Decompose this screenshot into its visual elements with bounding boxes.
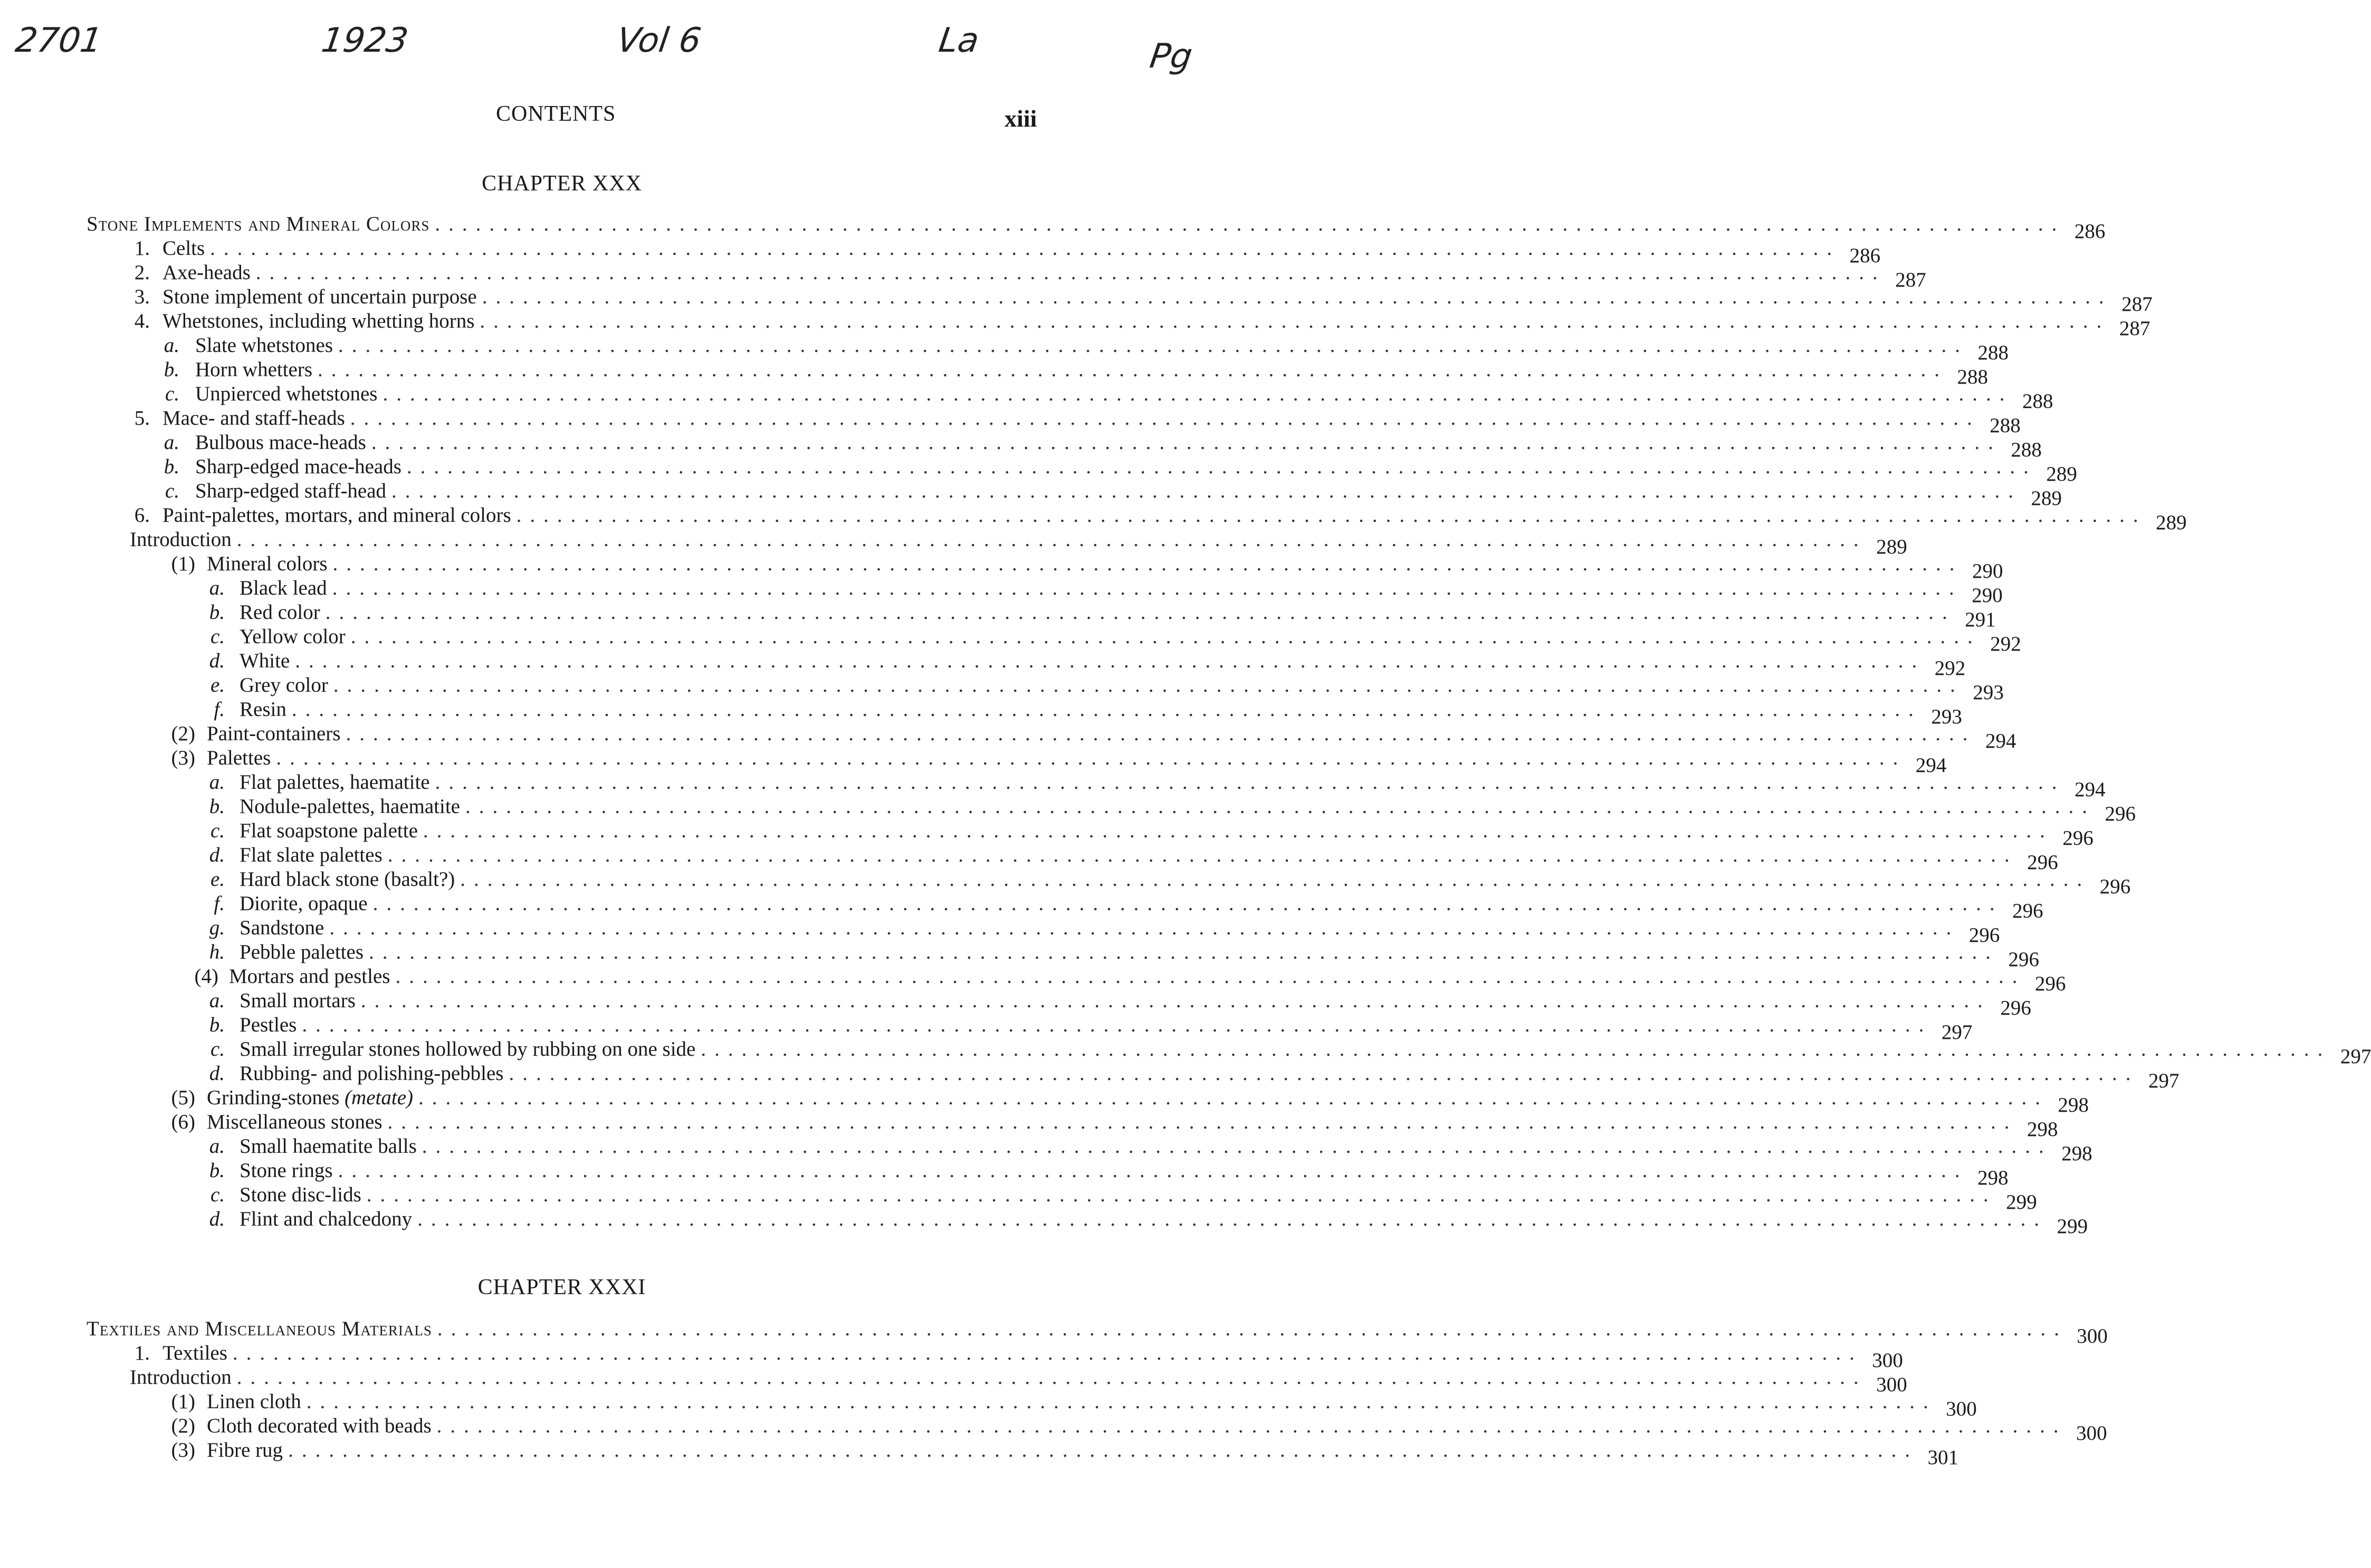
toc-entry-title: Pebble palettes [240, 940, 369, 964]
chapter-heading: CHAPTER XXXI [477, 1275, 646, 1299]
toc-entry [0, 1183, 2037, 1213]
toc-entry-title: Introduction [130, 1365, 237, 1390]
toc-entry-title: Resin [240, 697, 292, 722]
toc-entry [0, 1414, 2107, 1445]
toc-entry [0, 431, 2042, 461]
toc-entry-label: (3) [171, 747, 195, 769]
toc-entry [0, 722, 2016, 752]
toc-entry-title: Flat palettes, haematite [240, 770, 435, 795]
dot-leader: ........................................................................................................................ [350, 407, 1981, 429]
toc-entry-label: c. [165, 383, 179, 405]
toc-entry-title: Horn whetters [195, 358, 318, 382]
toc-entry-page: 287 [2121, 293, 2153, 315]
toc-entry-page: 294 [2074, 778, 2106, 801]
toc-entry-page: 287 [1895, 269, 1926, 291]
toc-entry-page: 301 [1927, 1446, 1959, 1469]
toc-entry-label: a. [209, 771, 225, 793]
toc-entry [0, 673, 2004, 704]
dot-leader: ........................................................................................................................ [480, 310, 2110, 332]
dot-leader: ........................................................................................................................ [422, 1135, 2052, 1158]
handwritten-note-year: 1923 [319, 21, 411, 60]
dot-leader: ........................................................................................................................ [465, 795, 2096, 818]
toc-entry-page: 297 [2148, 1069, 2179, 1092]
dot-leader: ........................................................................................................................ [366, 1183, 1997, 1206]
toc-entry-page: 297 [1941, 1021, 1973, 1044]
toc-entry [0, 1207, 2088, 1238]
toc-entry [0, 916, 2000, 946]
toc-entry-page: 300 [2076, 1422, 2107, 1445]
toc-entry-title: Stone implement of uncertain purpose [162, 285, 482, 309]
toc-entry-label: (5) [171, 1086, 195, 1109]
toc-entry-page: 300 [1946, 1398, 1977, 1420]
toc-entry-title: Hard black stone (basalt?) [240, 867, 460, 892]
toc-entry [0, 697, 1962, 728]
toc-entry [0, 261, 1926, 291]
toc-entry [0, 503, 2187, 534]
toc-entry [0, 649, 1966, 680]
dot-leader: ........................................................................................................................ [232, 1342, 1863, 1364]
toc-entry [0, 455, 2077, 485]
toc-entry-label: c. [210, 1038, 225, 1060]
toc-entry-title: Celts [162, 236, 210, 261]
toc-entry-page: 296 [2099, 875, 2131, 898]
dot-leader: ........................................................................................................................ [255, 261, 1886, 284]
toc-entry-label: c. [210, 819, 225, 842]
toc-entry-label: c. [210, 625, 225, 648]
toc-entry-title: Flint and chalcedony [240, 1207, 417, 1231]
toc-entry-title: Stone rings [240, 1159, 338, 1183]
dot-leader: ........................................................................................................................ [516, 504, 2147, 527]
toc-entry [0, 236, 1881, 267]
toc-entry [0, 1159, 2009, 1189]
toc-entry-page: 293 [1973, 681, 2004, 704]
dot-leader: ........................................................................................................................ [371, 431, 2002, 454]
toc-entry-label: a. [209, 577, 225, 599]
toc-entry-title: Stone disc-lids [240, 1183, 367, 1207]
toc-entry [0, 1062, 2179, 1092]
toc-entry-title: Grinding-stones (metate) [207, 1086, 418, 1110]
toc-entry-page: 288 [1957, 366, 1988, 388]
toc-entry-label: 1. [134, 237, 150, 260]
toc-entry-title: Linen cloth [207, 1390, 307, 1414]
toc-entry-label: a. [209, 989, 225, 1012]
toc-entry [0, 1341, 1903, 1372]
toc-entry-page: 289 [1876, 536, 1907, 558]
toc-entry-title: Cloth decorated with beads [207, 1414, 437, 1438]
toc-entry-page: 286 [2074, 220, 2106, 243]
toc-entry-page: 298 [1977, 1167, 2009, 1189]
toc-entry [0, 1013, 1973, 1044]
toc-entry-title: Pestles [240, 1013, 302, 1037]
dot-leader: ........................................................................................................................ [417, 1208, 2048, 1230]
toc-entry-title: Stone Implements and Mineral Colors [87, 212, 435, 236]
dot-leader: ........................................................................................................................ [360, 989, 1991, 1012]
toc-entry-label: (2) [171, 722, 195, 745]
toc-entry-label: 1. [134, 1342, 150, 1364]
toc-entry-page: 296 [2105, 802, 2136, 825]
toc-entry-label: b. [164, 455, 179, 478]
toc-entry [0, 819, 2093, 849]
toc-entry-title: Flat slate palettes [240, 843, 388, 867]
toc-entry [0, 1365, 1907, 1396]
toc-entry-page: 294 [1915, 754, 1947, 777]
toc-entry [0, 528, 1907, 558]
dot-leader: ........................................................................................................................ [329, 916, 1960, 939]
dot-leader: ........................................................................................................................ [406, 455, 2037, 478]
dot-leader: ........................................................................................................................ [387, 844, 2018, 866]
toc-entry-title: Mineral colors [207, 552, 333, 576]
toc-entry [0, 770, 2106, 801]
toc-entry-label: f. [214, 892, 225, 915]
toc-entry-title: Textiles and Miscellaneous Materials [87, 1317, 437, 1341]
dot-leader: ........................................................................................................................ [509, 1062, 2139, 1085]
toc-entry-title: Mace- and staff-heads [162, 406, 350, 431]
dot-leader: ........................................................................................................................ [276, 747, 1907, 769]
dot-leader: ........................................................................................................................ [332, 552, 1963, 575]
toc-entry [0, 552, 2003, 582]
toc-entry [0, 625, 2021, 655]
toc-entry-page: 288 [2022, 390, 2053, 413]
toc-entry [0, 1110, 2058, 1141]
toc-entry [0, 406, 2021, 437]
toc-entry-page: 289 [2031, 487, 2062, 510]
toc-entry-page: 299 [2057, 1215, 2088, 1238]
toc-entry-title: Sandstone [240, 916, 329, 940]
toc-entry-label: e. [210, 674, 225, 696]
handwritten-note-number: 2701 [13, 21, 105, 60]
toc-entry-page: 289 [2046, 463, 2077, 485]
toc-entry-label: 5. [134, 407, 150, 429]
toc-entry-title: Rubbing- and polishing-pebbles [240, 1062, 509, 1086]
toc-entry-title: Grey color [240, 673, 333, 697]
toc-entry-label: d. [209, 1062, 225, 1085]
toc-entry-title: Red color [240, 600, 326, 625]
toc-entry [0, 964, 2066, 995]
toc-entry-title: Small irregular stones hollowed by rubbing on one side [240, 1037, 701, 1062]
toc-entry-title: Fibre rug [207, 1438, 288, 1462]
toc-entry-page: 299 [2006, 1191, 2037, 1213]
toc-entry-label: a. [164, 431, 179, 454]
toc-entry [0, 746, 1947, 777]
toc-entry-page: 288 [1977, 341, 2009, 364]
toc-entry [0, 795, 2136, 825]
toc-entry-label: d. [209, 844, 225, 866]
toc-entry-page: 296 [2008, 948, 2040, 971]
handwritten-note-volume: Vol 6 [614, 21, 704, 60]
dot-leader: ........................................................................................................................ [482, 285, 2112, 308]
toc-entry-page: 293 [1931, 705, 1962, 728]
dot-leader: ........................................................................................................................ [318, 358, 1948, 381]
dot-leader: ........................................................................................................................ [395, 965, 2026, 988]
toc-entry-title: Paint-palettes, mortars, and mineral colors [162, 503, 517, 528]
toc-entry-page: 289 [2156, 511, 2187, 534]
toc-entry-label: b. [209, 1014, 225, 1036]
toc-entry-title: Textiles [162, 1341, 233, 1365]
toc-entry-page: 298 [2027, 1118, 2058, 1141]
toc-entry [0, 358, 1988, 388]
toc-entry-page: 290 [1972, 560, 2003, 582]
dot-leader: ........................................................................................................................ [306, 1390, 1937, 1413]
toc-entry [0, 1134, 2092, 1165]
toc-entry-title: Introduction [130, 528, 237, 552]
toc-entry-label: 6. [134, 504, 150, 527]
dot-leader: ........................................................................................................................ [383, 383, 2013, 405]
toc-entry-label: (4) [194, 965, 218, 988]
chapter-heading: CHAPTER XXX [482, 171, 642, 196]
toc-entry-label: d. [209, 1208, 225, 1230]
toc-entry-label: b. [209, 795, 225, 818]
toc-entry-page: 296 [2012, 900, 2043, 922]
toc-entry-title: Diorite, opaque [240, 892, 373, 916]
toc-entry-page: 291 [1965, 608, 1996, 631]
toc-entry-title: Slate whetstones [195, 333, 338, 358]
page-number: xiii [1005, 105, 1037, 132]
toc-entry-label: 3. [134, 285, 150, 308]
toc-entry [0, 892, 2043, 922]
dot-leader: ........................................................................................................................ [325, 601, 1956, 624]
toc-entry-title: Palettes [207, 746, 276, 770]
toc-entry [0, 382, 2053, 413]
toc-entry-title: Nodule-palettes, haematite [240, 795, 465, 819]
dot-leader: ........................................................................................................................ [435, 213, 2066, 235]
handwritten-note-la: La [936, 21, 982, 60]
dot-leader: ........................................................................................................................ [332, 577, 1963, 599]
toc-entry-page: 296 [2027, 851, 2058, 874]
toc-entry-label: e. [210, 868, 225, 891]
toc-entry-title: Small haematite balls [240, 1134, 422, 1159]
toc-entry-page: 296 [2034, 972, 2066, 995]
dot-leader: ........................................................................................................................ [295, 649, 1926, 672]
toc-entry [0, 600, 1996, 631]
toc-entry-page: 290 [1972, 584, 2003, 607]
dot-leader: ........................................................................................................................ [460, 868, 2091, 891]
toc-entry-label: 4. [134, 310, 150, 332]
toc-entry-title: Flat soapstone palette [240, 819, 423, 843]
toc-entry-title: Small mortars [240, 989, 361, 1013]
toc-entry-page: 286 [1849, 244, 1881, 267]
toc-entry-title: Paint-containers [207, 722, 346, 746]
dot-leader: ........................................................................................................................ [372, 892, 2003, 915]
dot-leader: ........................................................................................................................ [387, 1111, 2018, 1133]
toc-entry-label: d. [209, 649, 225, 672]
dot-leader: ........................................................................................................................ [288, 1439, 1919, 1461]
toc-entry-label: g. [209, 916, 225, 939]
handwritten-note-pg: Pg [1147, 37, 1195, 76]
toc-entry [0, 1390, 1977, 1420]
dot-leader: ........................................................................................................................ [210, 237, 1841, 260]
toc-entry-title: Bulbous mace-heads [195, 431, 371, 455]
toc-entry-label: c. [165, 480, 179, 502]
dot-leader: ........................................................................................................................ [291, 698, 1922, 721]
toc-entry-title: Sharp-edged staff-head [195, 479, 391, 503]
toc-entry-title: Unpierced whetstones [195, 382, 383, 406]
dot-leader: ........................................................................................................................ [338, 1159, 1968, 1182]
toc-entry-label: b. [164, 358, 179, 381]
toc-entry [0, 212, 2106, 243]
dot-leader: ........................................................................................................................ [338, 334, 1969, 357]
toc-entry-title-italic: (metate) [345, 1086, 413, 1109]
toc-entry-page: 288 [2011, 438, 2042, 461]
toc-entry [0, 989, 2031, 1019]
toc-entry-page: 296 [2000, 997, 2031, 1019]
toc-entry-page: 292 [1934, 657, 1966, 680]
dot-leader: ........................................................................................................................ [436, 1414, 2067, 1437]
toc-entry-label: c. [210, 1183, 225, 1206]
dot-leader: ........................................................................................................................ [391, 480, 2022, 502]
toc-entry-label: 2. [134, 261, 150, 284]
toc-entry-label: f. [214, 698, 225, 721]
toc-entry-title: Sharp-edged mace-heads [195, 455, 407, 479]
dot-leader: ........................................................................................................................ [437, 1317, 2068, 1340]
toc-entry [0, 479, 2062, 510]
toc-entry [0, 1086, 2089, 1116]
page-title: CONTENTS [496, 102, 616, 126]
toc-entry [0, 576, 2003, 607]
toc-entry-title: Yellow color [240, 625, 351, 649]
dot-leader: ........................................................................................................................ [302, 1014, 1933, 1036]
dot-leader: ........................................................................................................................ [423, 819, 2053, 842]
toc-entry-label: h. [209, 941, 225, 963]
toc-entry-page: 296 [2062, 827, 2093, 849]
toc-entry [0, 1438, 1959, 1469]
toc-entry-label: a. [164, 334, 179, 357]
dot-leader: ........................................................................................................................ [701, 1038, 2331, 1060]
toc-entry-page: 288 [1990, 414, 2021, 437]
toc-entry-label: (1) [171, 552, 195, 575]
toc-entry [0, 1037, 2371, 1068]
toc-entry-page: 296 [1968, 924, 2000, 946]
toc-entry-title: Black lead [240, 576, 332, 600]
dot-leader: ........................................................................................................................ [418, 1086, 2049, 1109]
toc-entry-title: Whetstones, including whetting horns [162, 309, 480, 333]
dot-leader: ........................................................................................................................ [346, 722, 1976, 745]
dot-leader: ........................................................................................................................ [369, 941, 2000, 963]
dot-leader: ........................................................................................................................ [435, 771, 2066, 793]
toc-entry-title: Miscellaneous stones [207, 1110, 388, 1134]
toc-entry-page: 297 [2340, 1045, 2371, 1068]
dot-leader: ........................................................................................................................ [236, 1366, 1867, 1389]
toc-entry-label: b. [209, 601, 225, 624]
toc-entry [0, 309, 2150, 340]
toc-entry [0, 843, 2058, 874]
toc-entry [0, 940, 2040, 971]
toc-entry [0, 285, 2153, 315]
toc-entry-label: (2) [171, 1414, 195, 1437]
toc-entry-page: 287 [2119, 317, 2150, 340]
toc-entry [0, 867, 2131, 898]
toc-entry-title: Axe-heads [162, 261, 256, 285]
dot-leader: ........................................................................................................................ [236, 528, 1867, 551]
toc-entry-page: 300 [2077, 1325, 2108, 1347]
toc-entry-title: Mortars and pestles [229, 964, 395, 989]
toc-entry [0, 1317, 2108, 1347]
toc-entry-page: 300 [1872, 1349, 1903, 1372]
toc-entry-label: a. [209, 1135, 225, 1158]
toc-entry-label: (1) [171, 1390, 195, 1413]
toc-entry-label: b. [209, 1159, 225, 1182]
toc-entry-page: 298 [2058, 1094, 2089, 1116]
dot-leader: ........................................................................................................................ [350, 625, 1981, 648]
toc-entry-page: 298 [2061, 1142, 2092, 1165]
toc-entry-label: (6) [171, 1111, 195, 1133]
toc-entry-title: White [240, 649, 295, 673]
toc-entry [0, 333, 2009, 364]
toc-entry-page: 300 [1876, 1373, 1907, 1396]
toc-entry-label: (3) [171, 1439, 195, 1461]
dot-leader: ........................................................................................................................ [333, 674, 1964, 696]
toc-entry-page: 294 [1985, 730, 2016, 752]
toc-entry-page: 292 [1990, 633, 2021, 655]
